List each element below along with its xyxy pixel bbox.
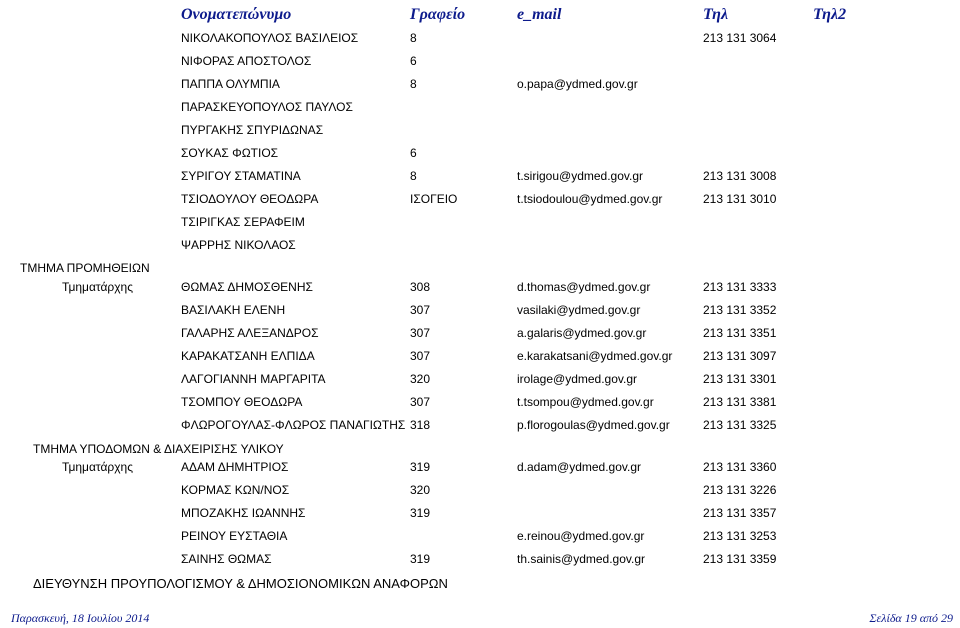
name-cell: ΤΣΙΟΔΟΥΛΟΥ ΘΕΟΔΩΡΑ <box>181 192 319 206</box>
office-cell: 307 <box>410 303 431 317</box>
name-cell: ΛΑΓΟΓΙΑΝΝΗ ΜΑΡΓΑΡΙΤΑ <box>181 372 326 386</box>
table-row <box>0 416 960 434</box>
name-cell: ΜΠΟΖΑΚΗΣ ΙΩΑΝΝΗΣ <box>181 506 306 520</box>
col-header-tel2: Τηλ2 <box>813 6 847 23</box>
office-cell: 307 <box>410 349 431 363</box>
col-header-tel: Τηλ <box>703 6 729 23</box>
name-cell: ΣΟΥΚΑΣ ΦΩΤΙΟΣ <box>181 146 279 160</box>
table-row <box>0 370 960 388</box>
tel-cell: 213 131 3325 <box>703 418 777 432</box>
name-cell: ΣΑΙΝΗΣ ΘΩΜΑΣ <box>181 552 272 566</box>
office-cell: 320 <box>410 483 431 497</box>
tel-cell: 213 131 3064 <box>703 31 777 45</box>
table-row <box>0 458 960 476</box>
email-cell: t.tsiodoulou@ydmed.gov.gr <box>517 192 663 206</box>
table-row <box>0 167 960 185</box>
office-cell: 319 <box>410 460 431 474</box>
tel-cell: 213 131 3359 <box>703 552 777 566</box>
tel-cell: 213 131 3357 <box>703 506 777 520</box>
table-row <box>0 278 960 296</box>
office-cell: 8 <box>410 31 417 45</box>
table-row <box>0 504 960 522</box>
col-header-email: e_mail <box>517 6 562 23</box>
name-cell: ΑΔΑΜ ΔΗΜΗΤΡΙΟΣ <box>181 460 289 474</box>
role-cell: Τμηματάρχης <box>62 460 133 474</box>
tel-cell: 213 131 3226 <box>703 483 777 497</box>
table-row <box>0 347 960 365</box>
office-cell: 8 <box>410 77 417 91</box>
office-cell: 320 <box>410 372 431 386</box>
table-row <box>0 190 960 208</box>
email-cell: vasilaki@ydmed.gov.gr <box>517 303 641 317</box>
tel-cell: 213 131 3351 <box>703 326 777 340</box>
name-cell: ΚΟΡΜΑΣ ΚΩΝ/ΝΟΣ <box>181 483 290 497</box>
tel-cell: 213 131 3008 <box>703 169 777 183</box>
table-row <box>0 75 960 93</box>
tel-cell: 213 131 3010 <box>703 192 777 206</box>
tel-cell: 213 131 3381 <box>703 395 777 409</box>
tel-cell: 213 131 3333 <box>703 280 777 294</box>
name-cell: ΠΑΠΠΑ ΟΛΥΜΠΙΑ <box>181 77 280 91</box>
tel-cell: 213 131 3360 <box>703 460 777 474</box>
name-cell: ΠΑΡΑΣΚΕΥΟΠΟΥΛΟΣ ΠΑΥΛΟΣ <box>181 100 353 114</box>
name-cell: ΡΕΙΝΟΥ ΕΥΣΤΑΘΙΑ <box>181 529 288 543</box>
footer-date: Παρασκευή, 18 Ιουλίου 2014 <box>11 611 150 625</box>
office-cell: 307 <box>410 326 431 340</box>
table-row <box>0 213 960 231</box>
tel-cell: 213 131 3352 <box>703 303 777 317</box>
name-cell: ΝΙΦΟΡΑΣ ΑΠΟΣΤΟΛΟΣ <box>181 54 312 68</box>
office-cell: 6 <box>410 146 417 160</box>
footer-page-number: Σελίδα 19 από 29 <box>869 611 953 625</box>
email-cell: o.papa@ydmed.gov.gr <box>517 77 638 91</box>
email-cell: p.florogoulas@ydmed.gov.gr <box>517 418 670 432</box>
name-cell: ΦΛΩΡΟΓΟΥΛΑΣ-ΦΛΩΡΟΣ ΠΑΝΑΓΙΩΤΗΣ <box>181 418 406 432</box>
office-cell: 8 <box>410 169 417 183</box>
table-row <box>0 301 960 319</box>
col-header-office: Γραφείο <box>410 6 466 23</box>
table-row <box>0 324 960 342</box>
name-cell: ΘΩΜΑΣ ΔΗΜΟΣΘΕΝΗΣ <box>181 280 313 294</box>
table-row <box>0 393 960 411</box>
name-cell: ΒΑΣΙΛΑΚΗ ΕΛΕΝΗ <box>181 303 286 317</box>
name-cell: ΣΥΡΙΓΟΥ ΣΤΑΜΑΤΙΝΑ <box>181 169 301 183</box>
name-cell: ΚΑΡΑΚΑΤΣΑΝΗ ΕΛΠΙΔΑ <box>181 349 315 363</box>
email-cell: e.reinou@ydmed.gov.gr <box>517 529 645 543</box>
section-title-procurement: ΤΜΗΜΑ ΠΡΟΜΗΘΕΙΩΝ <box>20 261 150 275</box>
name-cell: ΝΙΚΟΛΑΚΟΠΟΥΛΟΣ ΒΑΣΙΛΕΙΟΣ <box>181 31 359 45</box>
table-row <box>0 121 960 139</box>
tel-cell: 213 131 3097 <box>703 349 777 363</box>
section-title-budget-directorate: ΔΙΕΥΘΥΝΣΗ ΠΡΟΥΠΟΛΟΓΙΣΜΟΥ & ΔΗΜΟΣΙΟΝΟΜΙΚΩΝ ΑΝΑΦΟΡΩΝ <box>33 576 448 591</box>
name-cell: ΨΑΡΡΗΣ ΝΙΚΟΛΑΟΣ <box>181 238 296 252</box>
table-row <box>0 29 960 47</box>
email-cell: d.thomas@ydmed.gov.gr <box>517 280 651 294</box>
email-cell: th.sainis@ydmed.gov.gr <box>517 552 646 566</box>
table-row <box>0 144 960 162</box>
table-row <box>0 527 960 545</box>
name-cell: ΤΣΟΜΠΟΥ ΘΕΟΔΩΡΑ <box>181 395 303 409</box>
office-cell: ΙΣΟΓΕΙΟ <box>410 192 458 206</box>
table-row <box>0 550 960 568</box>
office-cell: 6 <box>410 54 417 68</box>
table-row <box>0 52 960 70</box>
section-title-infrastructure: ΤΜΗΜΑ ΥΠΟΔΟΜΩΝ & ΔΙΑΧΕΙΡΙΣΗΣ ΥΛΙΚΟΥ <box>33 442 284 456</box>
name-cell: ΓΑΛΑΡΗΣ ΑΛΕΞΑΝΔΡΟΣ <box>181 326 319 340</box>
email-cell: irolage@ydmed.gov.gr <box>517 372 638 386</box>
table-row <box>0 98 960 116</box>
email-cell: a.galaris@ydmed.gov.gr <box>517 326 647 340</box>
name-cell: ΠΥΡΓΑΚΗΣ ΣΠΥΡΙΔΩΝΑΣ <box>181 123 324 137</box>
email-cell: e.karakatsani@ydmed.gov.gr <box>517 349 673 363</box>
table-row <box>0 481 960 499</box>
email-cell: t.tsompou@ydmed.gov.gr <box>517 395 654 409</box>
name-cell: ΤΣΙΡΙΓΚΑΣ ΣΕΡΑΦΕΙΜ <box>181 215 305 229</box>
office-cell: 307 <box>410 395 431 409</box>
table-row <box>0 236 960 254</box>
email-cell: t.sirigou@ydmed.gov.gr <box>517 169 644 183</box>
email-cell: d.adam@ydmed.gov.gr <box>517 460 642 474</box>
office-cell: 318 <box>410 418 431 432</box>
tel-cell: 213 131 3253 <box>703 529 777 543</box>
office-cell: 308 <box>410 280 431 294</box>
role-cell: Τμηματάρχης <box>62 280 133 294</box>
office-cell: 319 <box>410 506 431 520</box>
office-cell: 319 <box>410 552 431 566</box>
col-header-name: Ονοματεπώνυμο <box>181 6 292 23</box>
tel-cell: 213 131 3301 <box>703 372 777 386</box>
